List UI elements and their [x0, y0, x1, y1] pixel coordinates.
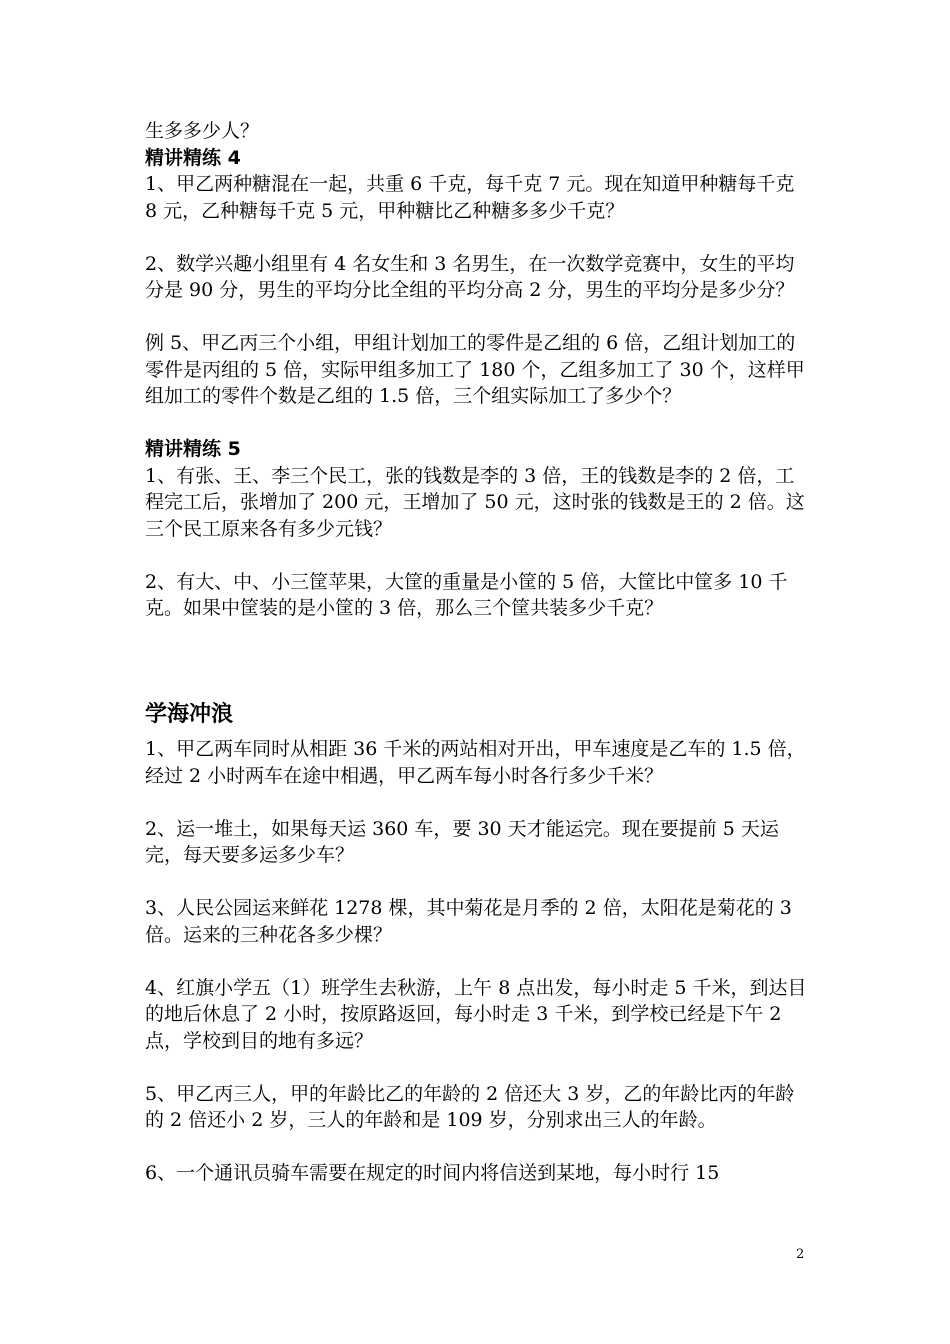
spacer [145, 622, 810, 702]
spacer [145, 948, 810, 975]
spacer [145, 542, 810, 569]
xuehai-problem-6: 6、一个通讯员骑车需要在规定的时间内将信送到某地，每小时行 15 [145, 1162, 720, 1184]
continued-text: 生多多少人？ [145, 120, 260, 142]
section-5-heading: 精讲精练 5 [145, 438, 241, 460]
xuehai-problem-1: 1、甲乙两车同时从相距 36 千米的两站相对开出，甲车速度是乙车的 1.5 倍，经过 2 小时两车在途中相遇，甲乙两车每小时各行多少千米？ [145, 738, 806, 787]
page-number: 2 [796, 1247, 805, 1262]
spacer [145, 789, 810, 816]
section-5-problem-2: 2、有大、中、小三筐苹果，大筐的重量是小筐的 5 倍，大筐比中筐多 10 千克。如果中筐装的是小筐的 3 倍，那么三个筐共装多少千克？ [145, 570, 788, 619]
spacer [145, 410, 810, 437]
xuehai-problem-4: 4、红旗小学五（1）班学生去秋游，上午 8 点出发，每小时走 5 千米，到达目的地后休息了 2 小时，按原路返回，每小时走 3 千米，到学校已经是下午 2 点，学校到目的地有多远？ [145, 976, 807, 1052]
section-5-problem-1: 1、有张、王、李三个民工，张的钱数是李的 3 倍，王的钱数是李的 2 倍，工程完工后，张增加了 200 元，王增加了 50 元，这时张的钱数是王的 2 倍。这三个民工原来各有多少元钱？ [145, 464, 805, 540]
spacer [145, 869, 810, 896]
spacer [145, 1134, 810, 1161]
spacer [145, 1054, 810, 1081]
section-4-problem-2: 2、数学兴趣小组里有 4 名女生和 3 名男生，在一次数学竞赛中，女生的平均分是 90 分，男生的平均分比全组的平均分高 2 分，男生的平均分是多少分？ [145, 252, 795, 301]
spacer [145, 224, 810, 251]
spacer [145, 304, 810, 331]
xuehai-problem-5: 5、甲乙丙三人，甲的年龄比乙的年龄的 2 倍还大 3 岁，乙的年龄比丙的年龄的 2 倍还小 2 岁，三人的年龄和是 109 岁，分别求出三人的年龄。 [145, 1082, 795, 1131]
xuehai-title: 学海冲浪 [145, 701, 234, 727]
xuehai-problem-3: 3、人民公园运来鲜花 1278 棵，其中菊花是月季的 2 倍，太阳花是菊花的 3 倍。运来的三种花各多少棵？ [145, 897, 792, 946]
example-5: 例 5、甲乙丙三个小组，甲组计划加工的零件是乙组的 6 倍，乙组计划加工的零件是丙组的 5 倍，实际甲组多加工了 180 个，乙组多加工了 30 个，这样甲组加工的零件个数是乙组的 1.5 倍，三个组实际加工了多少个？ [145, 332, 805, 407]
section-4-heading: 精讲精练 4 [145, 146, 241, 169]
xuehai-problem-2: 2、运一堆土，如果每天运 360 车，要 30 天才能运完。现在要提前 5 天运完，每天要多运多少车？ [145, 817, 779, 866]
section-4-problem-1: 1、甲乙两种糖混在一起，共重 6 千克，每千克 7 元。现在知道甲种糖每千克 8 元，乙种糖每千克 5 元，甲种糖比乙种糖多多少千克？ [145, 173, 795, 222]
spacer [145, 728, 810, 736]
page-content [145, 118, 810, 1187]
